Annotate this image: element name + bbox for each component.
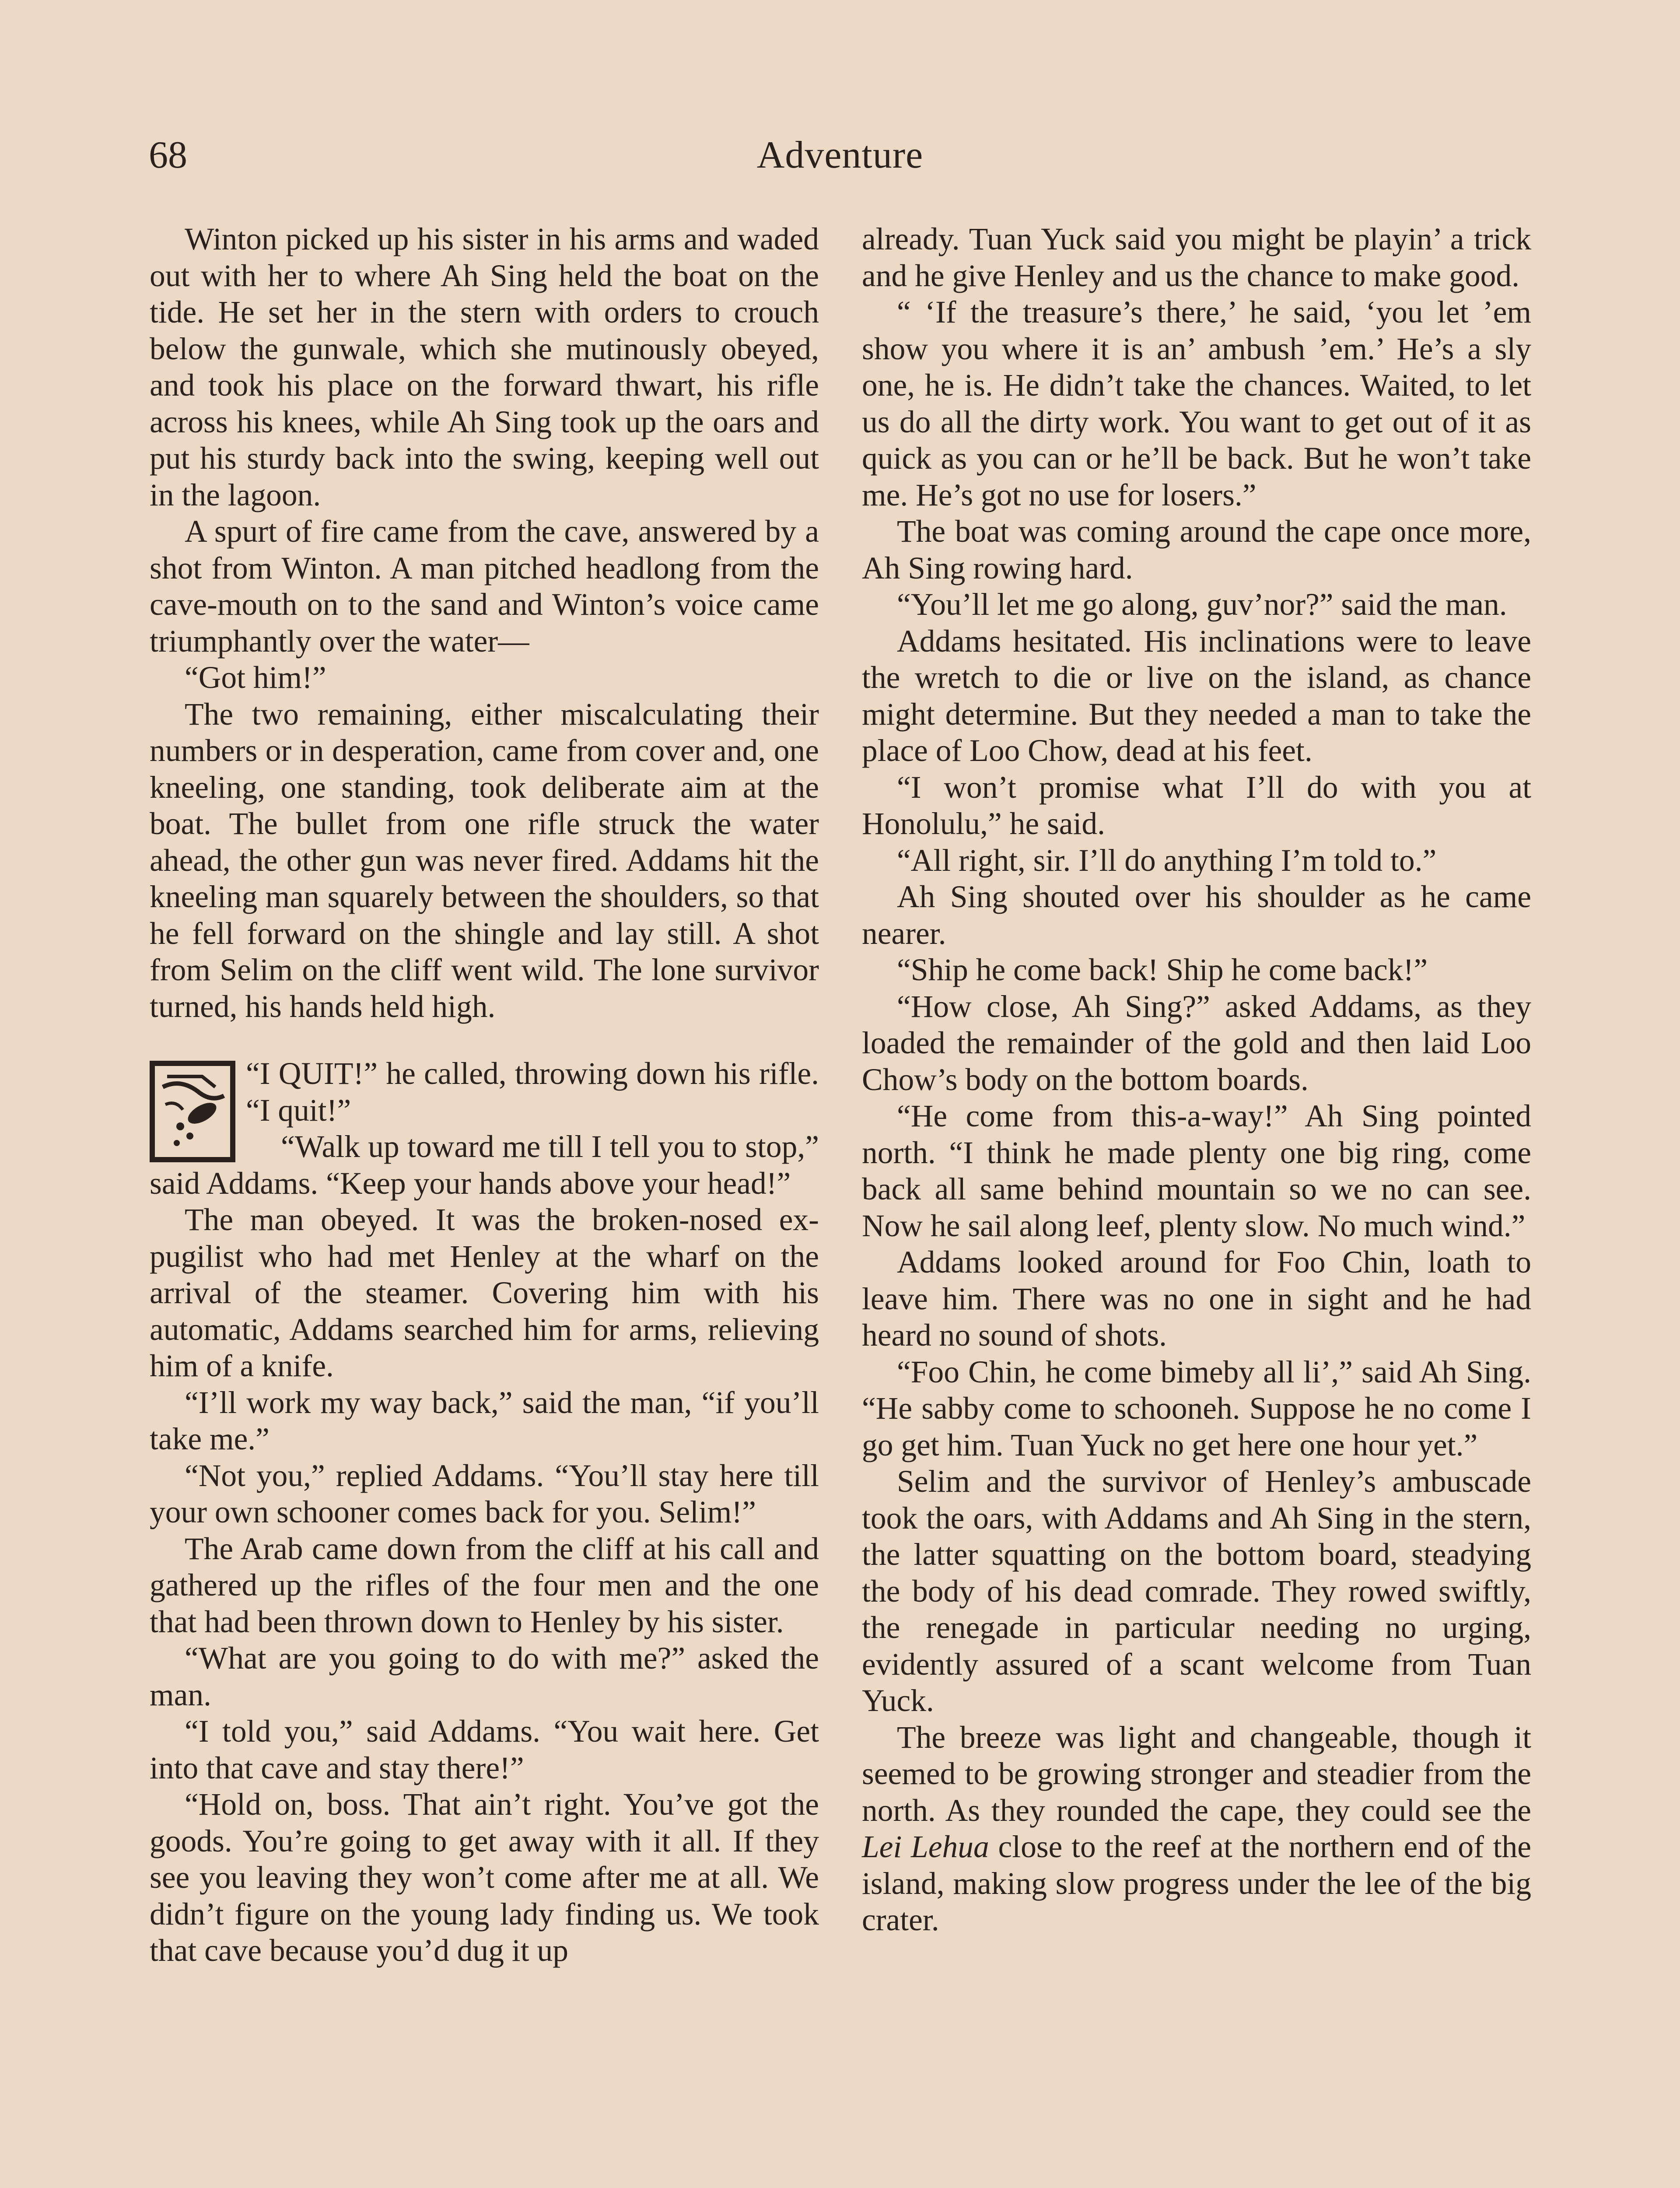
paragraph: Winton picked up his sister in his arms and waded out with her to where Ah Sing held the boat on the tide. He set her in the stern with orders to crouch below the gunwale, which she mutinously obeyed, and took his place on the forward thwart, his rifle across his knees, while Ah Sing took up the oars and put his sturdy back into the swing, keeping well out in the lagoon. [150,222,819,512]
ship-name: Lei Lehua [862,1830,989,1864]
paragraph: The man obeyed. It was the broken-nosed ex-pugilist who had met Henley at the wharf on the arrival of the steamer. Covering him with his automatic, Addams searched him for arms, relieving him of a knife. [150,1203,819,1383]
journal-title: Adventure [756,134,924,176]
paragraph: “Not you,” replied Addams. “You’ll stay here till your own schooner comes back for you. Selim!” [150,1458,819,1529]
paragraph: “Got him!” [185,660,326,695]
paragraph: The two remaining, either miscalculating their numbers or in desperation, came from cover and, one kneeling, one standing, took deliberate aim at the boat. The bullet from one rifle struck the water ahead, the other gun was never fired. Addams hit the kneeling man squarely between the shoulders, so that he fell forward on the shingle and lay still. A shot from Selim on the cliff went wild. The lone survivor turned, his hands held high. [150,697,819,1024]
paragraph: Addams looked around for Foo Chin, loath to leave him. There was no one in sight and he had heard no sound of shots. [862,1245,1531,1353]
ornamental-initial-icon [150,1061,235,1162]
page-header [149,127,1531,193]
paragraph [862,1719,1531,1939]
paragraph: “Ship he come back! Ship he come back!” [897,953,1428,987]
paragraph: “I told you,” said Addams. “You wait here. Get into that cave and stay there!” [150,1714,819,1785]
paragraph: “ ‘If the treasure’s there,’ he said, ‘you let ’em show you where it is an’ ambush ’em.’ He’s a sly one, he is. He didn’t take the chances. Waited, to let us do all the dirty work. You want to get out of it as quick as you can or he’ll be back. But he won’t take me. He’s got no use for losers.” [862,295,1531,512]
paragraph-text: The breeze was light and changeable, though it seemed to be growing stronger and steadier from the north. As they rounded the cape, they could see the [862,1720,1531,1828]
paragraph: “He come from this-a-way!” Ah Sing pointed north. “I think he made plenty one big ring, come back all same behind mountain so we no can see. Now he sail along leef, plenty slow. No much wind.” [862,1099,1531,1243]
paragraph: “You’ll let me go along, guv’nor?” said the man. [897,587,1507,622]
section-break [150,1025,819,1055]
paragraph: Ah Sing shouted over his shoulder as he came nearer. [862,880,1531,951]
paragraph: “How close, Ah Sing?” asked Addams, as they loaded the remainder of the gold and then laid Loo Chow’s body on the bottom boards. [862,989,1531,1097]
paragraph-text: close to the reef at the northern end of the island, making slow progress under the lee of the big crater. [862,1830,1531,1937]
paragraph: Selim and the survivor of Henley’s ambuscade took the oars, with Addams and Ah Sing in the stern, the latter squatting on the bottom board, steadying the body of his dead comrade. They rowed swiftly, the renegade in particular needing no urging, evidently assured of a scant welcome from Tuan Yuck. [862,1464,1531,1718]
paragraph: “Hold on, boss. That ain’t right. You’ve got the goods. You’re going to get away with it all. If they see you leaving they won’t come after me at all. We didn’t figure on the young lady finding us. We took that cave because you’d dug it up [150,1787,819,1968]
page-number: 68 [149,134,187,176]
paragraph: The boat was coming around the cape once more, Ah Sing rowing hard. [862,514,1531,586]
right-column [862,221,1531,2188]
paragraph: Addams hesitated. His inclinations were to leave the wretch to die or live on the island, as chance might determine. But they needed a man to take the place of Loo Chow, dead at his feet. [862,624,1531,768]
left-column [150,221,819,2188]
paragraph: “Foo Chin, he come bimeby all li’,” said Ah Sing. “He sabby come to schooneh. Suppose he no come I go get him. Tuan Yuck no get here one hour yet.” [862,1354,1531,1462]
paragraph: “I’ll work my way back,” said the man, “if you’ll take me.” [150,1385,819,1456]
paragraph: “Walk up toward me till I tell you to stop,” said Addams. “Keep your hands above your head!” [150,1129,819,1201]
paragraph: The Arab came down from the cliff at his call and gathered up the rifles of the four men and the one that had been thrown down to Henley by his sister. [150,1531,819,1639]
paragraph: “I won’t promise what I’ll do with you at Honolulu,” he said. [862,770,1531,841]
paragraph: already. Tuan Yuck said you might be playin’ a trick and he give Henley and us the chance to make good. [862,222,1531,293]
paragraph: A spurt of fire came from the cave, answered by a shot from Winton. A man pitched headlong from the cave-mouth on to the sand and Winton’s voice came triumphantly over the water— [150,514,819,659]
paragraph: “All right, sir. I’ll do anything I’m told to.” [897,843,1437,878]
paragraph: “I QUIT!” he called, throwing down his rifle. “I quit!” [246,1056,819,1128]
paragraph: “What are you going to do with me?” asked the man. [150,1641,819,1712]
